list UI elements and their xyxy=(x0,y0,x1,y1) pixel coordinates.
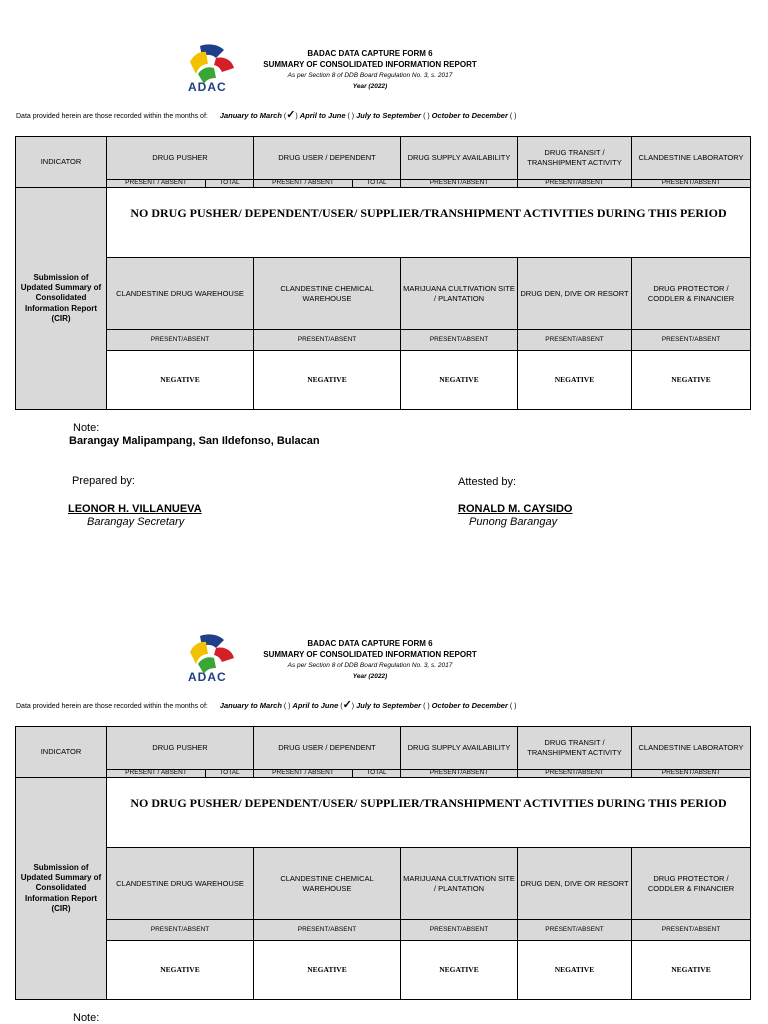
den-present-absent: PRESENT/ABSENT xyxy=(517,329,632,351)
regulation-reference: As per Section 8 of DDB Board Regulation No. 3, s. 2017 xyxy=(287,72,453,79)
pusher-present-absent: PRESENT / ABSENT xyxy=(106,179,206,188)
header-drug-user: DRUG USER / DEPENDENT xyxy=(253,136,401,180)
header-drug-transit: DRUG TRANSIT / TRANSHIPMENT ACTIVITY xyxy=(517,726,632,770)
quarter-q1: January to March xyxy=(219,701,282,710)
header-chemical-warehouse: CLANDESTINE CHEMICAL WAREHOUSE xyxy=(253,847,401,920)
user-total: TOTAL xyxy=(352,179,401,188)
months-lead: Data provided herein are those recorded within the months of: xyxy=(16,703,208,710)
marijuana-result: NEGATIVE xyxy=(400,350,518,410)
marijuana-result: NEGATIVE xyxy=(400,940,518,1000)
indicator-header: INDICATOR xyxy=(15,726,107,778)
attester-title: Punong Barangay xyxy=(469,516,558,528)
logo-text: ADAC xyxy=(188,670,227,684)
attested-by-label: Attested by: xyxy=(458,476,517,488)
transit-present-absent: PRESENT/ABSENT xyxy=(517,769,632,778)
cir-table xyxy=(15,136,751,410)
pusher-present-absent: PRESENT / ABSENT xyxy=(106,769,206,778)
checkmark-icon: ✓ xyxy=(286,109,296,121)
preparer-name: LEONOR H. VILLANUEVA xyxy=(68,503,202,515)
pusher-total: TOTAL xyxy=(205,769,254,778)
quarter-q3: July to September xyxy=(356,701,422,710)
transit-present-absent: PRESENT/ABSENT xyxy=(517,179,632,188)
form-subtitle: SUMMARY OF CONSOLIDATED INFORMATION REPORT xyxy=(263,60,477,69)
header-marijuana-site: MARIJUANA CULTIVATION SITE / PLANTATION xyxy=(400,257,518,330)
protector-present-absent: PRESENT/ABSENT xyxy=(631,329,751,351)
logo-text: ADAC xyxy=(188,80,227,94)
chemical-present-absent: PRESENT/ABSENT xyxy=(253,919,401,941)
checkbox-q4: ( ) xyxy=(509,113,517,120)
marijuana-present-absent: PRESENT/ABSENT xyxy=(400,329,518,351)
months-line: Data provided herein are those recorded within the months of: January to March ( ) April to June (✓) July to September ( ) October to December ( ) xyxy=(16,699,517,711)
checkmark-icon: ✓ xyxy=(342,699,352,711)
form-title: BADAC DATA CAPTURE FORM 6 xyxy=(307,639,433,648)
chemical-present-absent: PRESENT/ABSENT xyxy=(253,329,401,351)
header-drug-protector: DRUG PROTECTOR / CODDLER & FINANCIER xyxy=(631,847,751,920)
months-lead: Data provided herein are those recorded within the months of: xyxy=(16,113,208,120)
quarter-q1: January to March xyxy=(219,111,282,120)
barangay-location: Barangay Malipampang, San Ildefonso, Bulacan xyxy=(69,435,320,447)
prepared-by-label: Prepared by: xyxy=(72,475,135,487)
header-marijuana-site: MARIJUANA CULTIVATION SITE / PLANTATION xyxy=(400,847,518,920)
form-subtitle: SUMMARY OF CONSOLIDATED INFORMATION REPORT xyxy=(263,650,477,659)
protector-result: NEGATIVE xyxy=(631,350,751,410)
header-drug-protector: DRUG PROTECTOR / CODDLER & FINANCIER xyxy=(631,257,751,330)
regulation-reference: As per Section 8 of DDB Board Regulation No. 3, s. 2017 xyxy=(287,662,453,669)
user-present-absent: PRESENT / ABSENT xyxy=(253,179,353,188)
cir-side-label: Submission of Updated Summary of Consolidated Information Report (CIR) xyxy=(15,187,107,410)
cir-side-label: Submission of Updated Summary of Consolidated Information Report (CIR) xyxy=(15,777,107,1000)
user-present-absent: PRESENT / ABSENT xyxy=(253,769,353,778)
protector-present-absent: PRESENT/ABSENT xyxy=(631,919,751,941)
preparer-title: Barangay Secretary xyxy=(87,516,185,528)
lab-present-absent: PRESENT/ABSENT xyxy=(631,769,751,778)
user-total: TOTAL xyxy=(352,769,401,778)
note-label: Note: xyxy=(73,1012,100,1024)
warehouse-present-absent: PRESENT/ABSENT xyxy=(106,329,254,351)
note-label: Note: xyxy=(73,422,100,434)
checkbox-q3: ( ) xyxy=(423,703,430,710)
form-title: BADAC DATA CAPTURE FORM 6 xyxy=(307,49,433,58)
warehouse-result: NEGATIVE xyxy=(106,940,254,1000)
header-drug-transit: DRUG TRANSIT / TRANSHIPMENT ACTIVITY xyxy=(517,136,632,180)
report-year: Year (2022) xyxy=(352,83,388,90)
report-year: Year (2022) xyxy=(352,673,388,680)
header-drug-pusher: DRUG PUSHER xyxy=(106,136,254,180)
quarter-q2: April to June xyxy=(299,111,346,120)
supply-present-absent: PRESENT/ABSENT xyxy=(400,769,518,778)
checkbox-q4: ( ) xyxy=(509,703,517,710)
quarter-q4: October to December xyxy=(431,701,508,710)
den-result: NEGATIVE xyxy=(517,940,632,1000)
no-activities-statement: NO DRUG PUSHER/ DEPENDENT/USER/ SUPPLIER/TRANSHIPMENT ACTIVITIES DURING THIS PERIOD xyxy=(106,777,751,839)
header-drug-user: DRUG USER / DEPENDENT xyxy=(253,726,401,770)
supply-present-absent: PRESENT/ABSENT xyxy=(400,179,518,188)
header-drug-den: DRUG DEN, DIVE OR RESORT xyxy=(517,257,632,330)
header-drug-supply: DRUG SUPPLY AVAILABILITY xyxy=(400,136,518,180)
header-drug-warehouse: CLANDESTINE DRUG WAREHOUSE xyxy=(106,257,254,330)
header-chemical-warehouse: CLANDESTINE CHEMICAL WAREHOUSE xyxy=(253,257,401,330)
indicator-header: INDICATOR xyxy=(15,136,107,188)
checkbox-q3: ( ) xyxy=(423,113,430,120)
quarter-q4: October to December xyxy=(431,111,508,120)
checkbox-q1: ( ) xyxy=(283,703,291,710)
lab-present-absent: PRESENT/ABSENT xyxy=(631,179,751,188)
header-clandestine-lab: CLANDESTINE LABORATORY xyxy=(631,136,751,180)
checkbox-q2: ( ) xyxy=(347,113,355,120)
quarter-q2: April to June xyxy=(292,701,339,710)
chemical-result: NEGATIVE xyxy=(253,350,401,410)
quarter-q3: July to September xyxy=(356,111,422,120)
attester-name: RONALD M. CAYSIDO xyxy=(458,503,573,515)
protector-result: NEGATIVE xyxy=(631,940,751,1000)
pusher-total: TOTAL xyxy=(205,179,254,188)
no-activities-statement: NO DRUG PUSHER/ DEPENDENT/USER/ SUPPLIER/TRANSHIPMENT ACTIVITIES DURING THIS PERIOD xyxy=(106,187,751,249)
months-line: Data provided herein are those recorded within the months of: January to March (✓) April to June ( ) July to September ( ) October to December ( ) xyxy=(16,109,517,121)
den-present-absent: PRESENT/ABSENT xyxy=(517,919,632,941)
warehouse-present-absent: PRESENT/ABSENT xyxy=(106,919,254,941)
chemical-result: NEGATIVE xyxy=(253,940,401,1000)
cir-table xyxy=(15,726,751,1000)
marijuana-present-absent: PRESENT/ABSENT xyxy=(400,919,518,941)
header-drug-pusher: DRUG PUSHER xyxy=(106,726,254,770)
header-drug-supply: DRUG SUPPLY AVAILABILITY xyxy=(400,726,518,770)
header-drug-warehouse: CLANDESTINE DRUG WAREHOUSE xyxy=(106,847,254,920)
den-result: NEGATIVE xyxy=(517,350,632,410)
warehouse-result: NEGATIVE xyxy=(106,350,254,410)
header-drug-den: DRUG DEN, DIVE OR RESORT xyxy=(517,847,632,920)
header-clandestine-lab: CLANDESTINE LABORATORY xyxy=(631,726,751,770)
